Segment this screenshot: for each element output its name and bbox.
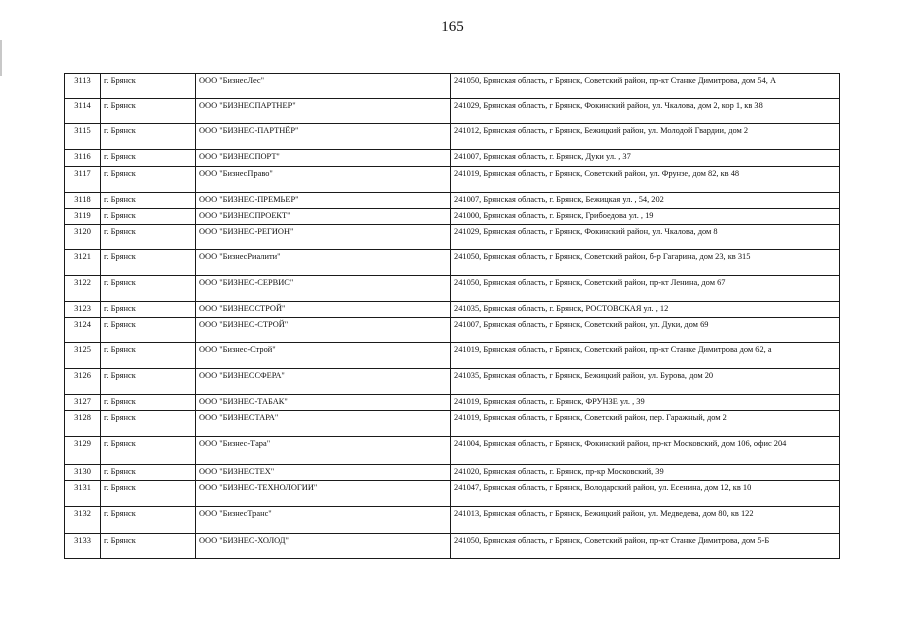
row-company-name: ООО "БИЗНЕС-ТЕХНОЛОГИИ" — [196, 481, 451, 507]
table-row — [65, 99, 840, 124]
row-city: г. Брянск — [101, 74, 196, 99]
row-address: 241013, Брянская область, г Брянск, Бежицкий район, ул. Медведева, дом 80, кв 122 — [451, 507, 840, 534]
row-address: 241007, Брянская область, г. Брянск, Бежицкая ул. , 54, 202 — [451, 193, 840, 209]
row-city: г. Брянск — [101, 481, 196, 507]
row-company-name: ООО "БИЗНЕСПАРТНЕР" — [196, 99, 451, 124]
row-city: г. Брянск — [101, 318, 196, 343]
row-address: 241050, Брянская область, г Брянск, Советский район, пр-кт Ленина, дом 67 — [451, 276, 840, 302]
table-row — [65, 507, 840, 534]
row-company-name: ООО "БИЗНЕСТЕХ" — [196, 465, 451, 481]
row-address: 241035, Брянская область, г. Брянск, РОСТОВСКАЯ ул. , 12 — [451, 302, 840, 318]
row-number: 3118 — [65, 193, 101, 209]
row-number: 3128 — [65, 411, 101, 437]
row-company-name: ООО "БИЗНЕС-ПРЕМЬЕР" — [196, 193, 451, 209]
page-number: 165 — [441, 19, 464, 35]
row-number: 3124 — [65, 318, 101, 343]
row-company-name: ООО "БИЗНЕС-РЕГИОН" — [196, 225, 451, 250]
row-number: 3122 — [65, 276, 101, 302]
row-address: 241047, Брянская область, г Брянск, Володарский район, ул. Есенина, дом 12, кв 10 — [451, 481, 840, 507]
row-address: 241050, Брянская область, г Брянск, Советский район, пр-кт Станке Димитрова, дом 5-Б — [451, 534, 840, 559]
row-number: 3121 — [65, 250, 101, 276]
row-city: г. Брянск — [101, 124, 196, 150]
table-row — [65, 193, 840, 209]
table-row — [65, 150, 840, 167]
table-row — [65, 250, 840, 276]
table-row — [65, 225, 840, 250]
row-company-name: ООО "БизнесЛес" — [196, 74, 451, 99]
row-number: 3123 — [65, 302, 101, 318]
row-number: 3117 — [65, 167, 101, 193]
row-city: г. Брянск — [101, 250, 196, 276]
table-row — [65, 411, 840, 437]
row-number: 3116 — [65, 150, 101, 167]
table-row — [65, 167, 840, 193]
row-address: 241029, Брянская область, г Брянск, Фокинский район, ул. Чкалова, дом 2, кор 1, кв 38 — [451, 99, 840, 124]
row-number: 3129 — [65, 437, 101, 465]
row-number: 3113 — [65, 74, 101, 99]
row-city: г. Брянск — [101, 150, 196, 167]
table-row — [65, 465, 840, 481]
table-row — [65, 209, 840, 225]
row-address: 241007, Брянская область, г. Брянск, Дуки ул. , 37 — [451, 150, 840, 167]
row-company-name: ООО "БизнесРиалити" — [196, 250, 451, 276]
row-city: г. Брянск — [101, 225, 196, 250]
row-company-name: ООО "БИЗНЕС-ТАБАК" — [196, 395, 451, 411]
row-company-name: ООО "БИЗНЕСТАРА" — [196, 411, 451, 437]
row-company-name: ООО "БизнесТранс" — [196, 507, 451, 534]
table-row — [65, 437, 840, 465]
row-address: 241035, Брянская область, г Брянск, Бежицкий район, ул. Бурова, дом 20 — [451, 369, 840, 395]
row-number: 3133 — [65, 534, 101, 559]
row-city: г. Брянск — [101, 411, 196, 437]
row-city: г. Брянск — [101, 276, 196, 302]
row-company-name: ООО "Бизнес-Строй" — [196, 343, 451, 369]
row-number: 3119 — [65, 209, 101, 225]
row-address: 241050, Брянская область, г Брянск, Советский район, пр-кт Станке Димитрова, дом 54, А — [451, 74, 840, 99]
row-address: 241004, Брянская область, г Брянск, Фокинский район, пр-кт Московский, дом 106, офис 204 — [451, 437, 840, 465]
row-address: 241020, Брянская область, г. Брянск, пр-кр Московский, 39 — [451, 465, 840, 481]
row-company-name: ООО "БИЗНЕСПОРТ" — [196, 150, 451, 167]
row-address: 241000, Брянская область, г. Брянск, Грибоедова ул. , 19 — [451, 209, 840, 225]
row-company-name: ООО "БИЗНЕС-СЕРВИС" — [196, 276, 451, 302]
row-number: 3127 — [65, 395, 101, 411]
row-address: 241012, Брянская область, г Брянск, Бежицкий район, ул. Молодой Гвардии, дом 2 — [451, 124, 840, 150]
row-city: г. Брянск — [101, 302, 196, 318]
table-row — [65, 124, 840, 150]
row-city: г. Брянск — [101, 209, 196, 225]
row-company-name: ООО "БизнесПраво" — [196, 167, 451, 193]
row-city: г. Брянск — [101, 465, 196, 481]
row-address: 241007, Брянская область, г Брянск, Советский район, ул. Дуки, дом 69 — [451, 318, 840, 343]
row-address: 241019, Брянская область, г Брянск, Советский район, ул. Фрунзе, дом 82, кв 48 — [451, 167, 840, 193]
row-number: 3131 — [65, 481, 101, 507]
row-city: г. Брянск — [101, 534, 196, 559]
table-row — [65, 395, 840, 411]
registry-table-body — [65, 74, 840, 559]
row-number: 3120 — [65, 225, 101, 250]
row-city: г. Брянск — [101, 193, 196, 209]
row-number: 3115 — [65, 124, 101, 150]
row-company-name: ООО "БИЗНЕССТРОЙ" — [196, 302, 451, 318]
row-address: 241029, Брянская область, г Брянск, Фокинский район, ул. Чкалова, дом 8 — [451, 225, 840, 250]
row-city: г. Брянск — [101, 343, 196, 369]
row-address: 241019, Брянская область, г Брянск, Советский район, пр-кт Станке Димитрова дом 62, а — [451, 343, 840, 369]
row-company-name: ООО "БИЗНЕС-ХОЛОД" — [196, 534, 451, 559]
row-city: г. Брянск — [101, 369, 196, 395]
table-row — [65, 74, 840, 99]
table-row — [65, 276, 840, 302]
row-number: 3130 — [65, 465, 101, 481]
table-row — [65, 534, 840, 559]
registry-table — [64, 73, 840, 559]
row-city: г. Брянск — [101, 99, 196, 124]
row-number: 3132 — [65, 507, 101, 534]
row-company-name: ООО "БИЗНЕС-ПАРТНЁР" — [196, 124, 451, 150]
table-row — [65, 369, 840, 395]
row-address: 241019, Брянская область, г. Брянск, ФРУНЗЕ ул. , 39 — [451, 395, 840, 411]
table-row — [65, 343, 840, 369]
row-address: 241050, Брянская область, г Брянск, Советский район, б-р Гагарина, дом 23, кв 315 — [451, 250, 840, 276]
row-company-name: ООО "Бизнес-Тара" — [196, 437, 451, 465]
row-company-name: ООО "БИЗНЕСПРОЕКТ" — [196, 209, 451, 225]
row-city: г. Брянск — [101, 395, 196, 411]
table-row — [65, 302, 840, 318]
left-edge-mark — [0, 40, 2, 76]
table-row — [65, 481, 840, 507]
row-company-name: ООО "БИЗНЕССФЕРА" — [196, 369, 451, 395]
table-row — [65, 318, 840, 343]
row-city: г. Брянск — [101, 437, 196, 465]
row-number: 3114 — [65, 99, 101, 124]
row-number: 3126 — [65, 369, 101, 395]
row-company-name: ООО "БИЗНЕС-СТРОЙ" — [196, 318, 451, 343]
row-address: 241019, Брянская область, г Брянск, Советский район, пер. Гаражный, дом 2 — [451, 411, 840, 437]
row-number: 3125 — [65, 343, 101, 369]
row-city: г. Брянск — [101, 167, 196, 193]
row-city: г. Брянск — [101, 507, 196, 534]
